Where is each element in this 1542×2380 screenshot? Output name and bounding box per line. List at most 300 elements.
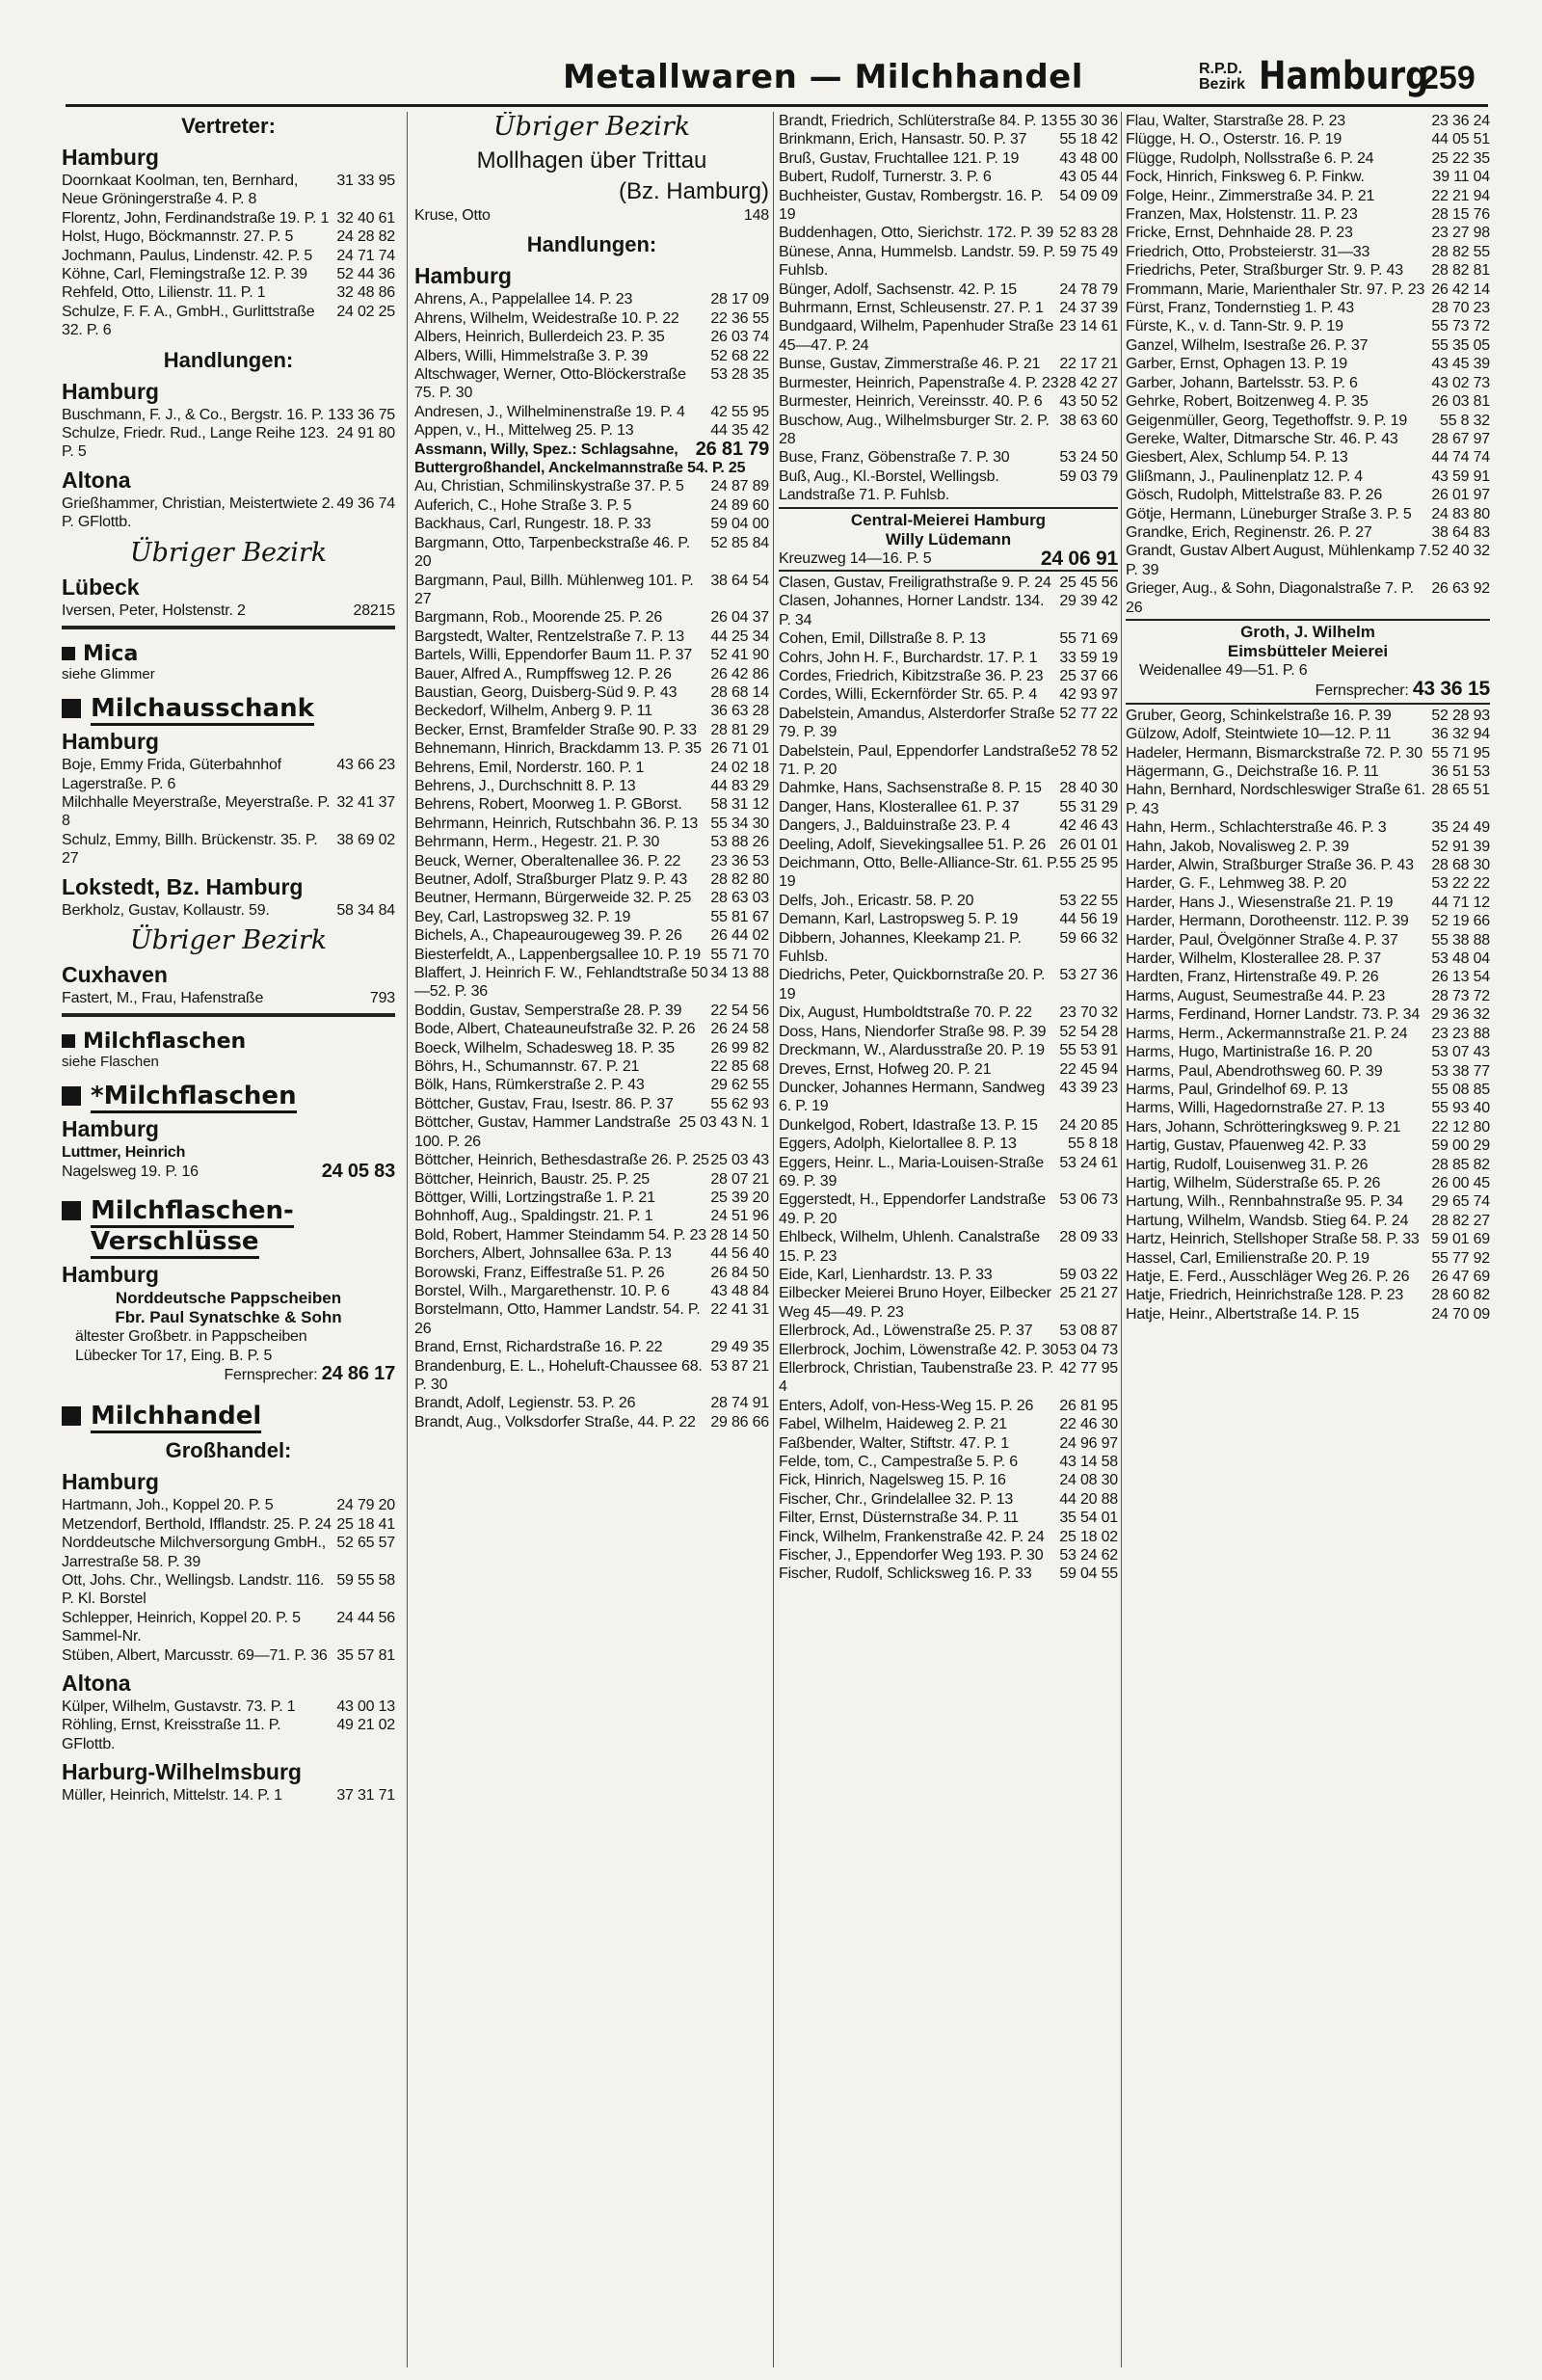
- phone-number: 53 87 21: [710, 1357, 769, 1375]
- phone-number: 26 24 58: [710, 1021, 769, 1038]
- phone-number: 44 56 40: [710, 1245, 769, 1263]
- column-3: [779, 112, 1118, 2367]
- entry-text: Buß, Aug., Kl.-Borstel, Wellingsb. Landstraße 71. P. Fuhlsb.: [779, 468, 999, 504]
- phone-number: 31 33 95: [336, 173, 395, 189]
- entry-text: Behnemann, Hinrich, Brackdamm 13. P. 35: [414, 740, 702, 758]
- phone-number: 53 22 22: [1431, 875, 1490, 893]
- phone-number: 28 82 81: [1431, 262, 1490, 280]
- phone-number: 28 70 23: [1431, 300, 1490, 317]
- directory-entry: [414, 777, 769, 795]
- entry-text: Harder, Hans J., Wiesenstraße 21. P. 19: [1126, 894, 1394, 911]
- entry-text: Ahrens, A., Pappelallee 14. P. 23: [414, 291, 633, 308]
- entry-text: Holst, Hugo, Böckmannstr. 27. P. 5: [62, 228, 294, 246]
- entry-text: Müller, Heinrich, Mittelstr. 14. P. 1: [62, 1787, 282, 1805]
- entry-text: Albers, Heinrich, Bullerdeich 23. P. 35: [414, 329, 665, 346]
- entry-text: Hars, Johann, Schrötteringksweg 9. P. 21: [1126, 1118, 1401, 1136]
- advert-line: ältester Großbetr. in Pappscheiben: [75, 1328, 307, 1346]
- entry-text: Schlepper, Heinrich, Koppel 20. P. 5 Sammel-Nr.: [62, 1609, 301, 1645]
- phone-number: 28 07 21: [710, 1170, 769, 1188]
- directory-entry: [414, 833, 769, 851]
- directory-entry: [1126, 781, 1490, 818]
- entry-list: [62, 1786, 395, 1805]
- directory-entry: [779, 1116, 1118, 1135]
- phone-number: 26 81 95: [1059, 1397, 1118, 1414]
- entry-text: Frommann, Marie, Marienthaler Str. 97. P. 23: [1126, 281, 1425, 298]
- entry-text: Eggers, Heinr. L., Maria-Louisen-Straße 69. P. 39: [779, 1154, 1044, 1190]
- column-divider: [407, 112, 408, 2367]
- phone-number: 28 82 27: [1431, 1212, 1490, 1229]
- directory-entry: [1126, 523, 1490, 542]
- directory-entry: [1126, 1005, 1490, 1024]
- directory-entry: [414, 421, 769, 440]
- phone-number: 44 83 29: [710, 777, 769, 794]
- directory-entry: [414, 683, 769, 702]
- phone-number: 23 23 88: [1431, 1025, 1490, 1042]
- phone-number: 26 44 02: [710, 927, 769, 945]
- entry-text: Bubert, Rudolf, Turnerstr. 3. P. 6: [779, 169, 992, 186]
- phone-number: 24 79 20: [336, 1497, 395, 1514]
- entry-text: Flau, Walter, Starstraße 28. P. 23: [1126, 113, 1345, 129]
- phone-number: 53 28 35: [710, 366, 769, 384]
- directory-entry: [779, 1003, 1118, 1022]
- entry: [62, 1160, 395, 1182]
- entry-text: Garber, Johann, Bartelsstr. 53. P. 6: [1126, 374, 1358, 391]
- phone-number: 28 40 30: [1059, 780, 1118, 797]
- entry-text: Bartels, Willi, Eppendorfer Baum 11. P. 37: [414, 647, 693, 664]
- directory-entry: [1126, 1118, 1490, 1137]
- entry-text: Bölk, Hans, Rümkerstraße 2. P. 43: [414, 1077, 645, 1094]
- phone-number: 55 71 95: [1431, 744, 1490, 762]
- entry-text: Buddenhagen, Otto, Sierichstr. 172. P. 39: [779, 225, 1054, 242]
- entry-text: Grandt, Gustav Albert August, Mühlenkamp 7. P. 39: [1126, 543, 1431, 578]
- directory-entry: [414, 852, 769, 870]
- phone-number: 26 04 37: [710, 609, 769, 627]
- phone-number: 34 13 88: [710, 965, 769, 982]
- phone-number: 29 62 55: [710, 1077, 769, 1094]
- category-mica: [62, 643, 395, 666]
- directory-entry: [779, 1341, 1118, 1359]
- directory-entry: [1126, 261, 1490, 280]
- entry-text: Boje, Emmy Frida, Güterbahnhof Lagerstraße. P. 6: [62, 757, 281, 792]
- entry-text: Cordes, Willi, Eckernförder Str. 65. P. 4: [779, 686, 1038, 704]
- entry-text: Böttcher, Gustav, Frau, Isestr. 86. P. 37: [414, 1095, 674, 1112]
- entry-text: Harms, Hugo, Martinistraße 16. P. 20: [1126, 1044, 1372, 1061]
- directory-entry: [779, 1453, 1118, 1471]
- directory-entry: [1126, 1174, 1490, 1192]
- directory-entry: [1126, 987, 1490, 1005]
- phone-number: 22 46 30: [1059, 1416, 1118, 1433]
- directory-entry: [62, 793, 395, 831]
- entry-list: [62, 989, 395, 1007]
- phone-number: 44 05 51: [1431, 131, 1490, 148]
- entry-text: Altschwager, Werner, Otto-Blöckerstraße 75. P. 30: [414, 366, 686, 402]
- category-label: Milchausschank: [91, 694, 314, 726]
- entry-text: Doornkaat Koolman, ten, Bernhard, Neue Gröningerstraße 4. P. 8: [62, 173, 299, 208]
- directory-entry: [62, 831, 395, 869]
- phone-number: 52 78 52: [1059, 742, 1118, 760]
- entry-text: Fischer, J., Eppendorfer Weg 193. P. 30: [779, 1547, 1044, 1564]
- phone-number: 53 07 43: [1431, 1044, 1490, 1061]
- directory-entry: [1126, 187, 1490, 205]
- phone-number: 55 31 29: [1059, 798, 1118, 816]
- region-heading: Übriger Bezirk: [129, 924, 328, 955]
- directory-entry: [779, 1546, 1118, 1564]
- entry-text: Hatje, E. Ferd., Ausschläger Weg 26. P. 26: [1126, 1268, 1410, 1285]
- category-label: Milchflaschen: [83, 1030, 247, 1055]
- phone-number: 59 01 69: [1431, 1231, 1490, 1248]
- place-heading: Cuxhaven: [62, 961, 168, 987]
- directory-entry: [779, 1322, 1118, 1340]
- phone-number: 28 63 03: [710, 890, 769, 907]
- phone-number: 26 42 14: [1431, 281, 1490, 298]
- entry-text: Ahrens, Wilhelm, Weidestraße 10. P. 22: [414, 309, 679, 327]
- entry-text: Dunkelgod, Robert, Idastraße 13. P. 15: [779, 1116, 1038, 1134]
- directory-entry: [1126, 912, 1490, 930]
- directory-entry: [414, 1189, 769, 1207]
- entry-text: Danger, Hans, Klosterallee 61. P. 37: [779, 798, 1020, 816]
- phone-number: 26 01 97: [1431, 487, 1490, 504]
- directory-entry: [779, 685, 1118, 704]
- entry-text: Garber, Ernst, Ophagen 13. P. 19: [1126, 356, 1347, 373]
- directory-entry: [62, 1609, 395, 1646]
- directory-entry: [1126, 468, 1490, 486]
- advert-address: [779, 549, 1118, 568]
- phone-number: 55 8 18: [1068, 1136, 1118, 1153]
- phone-number: 54 09 09: [1059, 187, 1118, 204]
- place-heading: Hamburg: [62, 1116, 159, 1142]
- phone-number: 26 71 01: [710, 740, 769, 758]
- entry-text: Cordes, Friedrich, Kibitzstraße 36. P. 23: [779, 667, 1044, 684]
- entry-text: Gülzow, Adolf, Steintwiete 10—12. P. 11: [1126, 726, 1392, 743]
- square-bullet-icon: [62, 1086, 81, 1106]
- city-heading: Hamburg: [1259, 54, 1429, 98]
- category-verschluesse: [62, 1196, 395, 1225]
- directory-entry: [62, 1534, 395, 1571]
- directory-entry: [62, 283, 395, 302]
- phone-number: 52 41 90: [710, 647, 769, 664]
- entry-list: [62, 1496, 395, 1665]
- directory-entry: [1126, 1268, 1490, 1286]
- phone-number: 28 65 51: [1431, 782, 1490, 799]
- phone-number: 44 35 42: [710, 422, 769, 440]
- phone-number: 59 55 58: [336, 1572, 395, 1589]
- entry-text: Fick, Hinrich, Nagelsweg 15. P. 16: [779, 1472, 1006, 1489]
- directory-entry: [1126, 224, 1490, 242]
- directory-entry: [414, 1226, 769, 1244]
- directory-entry: [414, 365, 769, 403]
- entry-text: Buchheister, Gustav, Rombergstr. 16. P. 19: [779, 187, 1044, 224]
- directory-entry: [779, 1564, 1118, 1583]
- entry-list: [62, 172, 395, 340]
- entry-text: Dreves, Ernst, Hofweg 20. P. 21: [779, 1060, 992, 1078]
- directory-entry: [62, 247, 395, 265]
- phone-number: 55 81 67: [710, 908, 769, 925]
- phone-number: 24 44 56: [336, 1609, 395, 1626]
- phone-number: 24 89 60: [710, 496, 769, 514]
- phone-number: 28 42 27: [1059, 374, 1118, 391]
- phone-number: 49 36 74: [336, 495, 395, 512]
- entry-text: Ellerbrock, Christian, Taubenstraße 23. P. 4: [779, 1360, 1054, 1396]
- directory-entry: [414, 1394, 769, 1412]
- phone-number: 26 00 45: [1431, 1174, 1490, 1191]
- phone-number: 28215: [353, 602, 395, 619]
- phone-number: 42 93 97: [1059, 686, 1118, 704]
- entry-list: [62, 756, 395, 868]
- directory-entry: [62, 1698, 395, 1716]
- phone-number: 25 21 27: [1059, 1285, 1118, 1302]
- entry-text: Harms, Willi, Hagedornstraße 27. P. 13: [1126, 1100, 1385, 1117]
- directory-entry: [414, 702, 769, 720]
- divider: [62, 626, 395, 629]
- place-heading: (Bz. Hamburg): [618, 178, 769, 204]
- directory-entry: [1126, 355, 1490, 373]
- phone-number: 59 00 29: [1431, 1137, 1490, 1155]
- entry-text: Hartig, Wilhelm, Süderstraße 65. P. 26: [1126, 1174, 1381, 1191]
- directory-entry: [779, 1415, 1118, 1433]
- directory-entry: [1126, 299, 1490, 317]
- directory-entry: [414, 438, 769, 478]
- directory-entry: [1126, 486, 1490, 504]
- entry-text: Schulze, F. F. A., GmbH., Gurlittstraße 32. P. 6: [62, 303, 315, 339]
- entry-text: Kruse, Otto: [414, 207, 491, 224]
- entry-list: [1126, 112, 1490, 617]
- entry-text: Bauer, Alfred A., Rumpffsweg 12. P. 26: [414, 665, 672, 682]
- directory-entry: [779, 1471, 1118, 1489]
- directory-entry: [779, 592, 1118, 629]
- entry-text: Behrens, Robert, Moorweg 1. P. GBorst.: [414, 796, 682, 814]
- directory-entry: [1126, 205, 1490, 224]
- directory-entry: [62, 1571, 395, 1609]
- phone-number: 26 03 74: [710, 329, 769, 346]
- entry-text: Fischer, Chr., Grindelallee 32. P. 13: [779, 1490, 1014, 1508]
- phone-number: 24 02 18: [710, 759, 769, 776]
- directory-entry: [1126, 1156, 1490, 1174]
- directory-entry: [1126, 112, 1490, 130]
- entry-text: Bünger, Adolf, Sachsenstr. 42. P. 15: [779, 281, 1017, 298]
- directory-entry: [414, 206, 769, 225]
- column-divider: [1121, 112, 1122, 2367]
- entry-text: Folge, Heinr., Zimmerstraße 34. P. 21: [1126, 187, 1375, 204]
- directory-entry: [779, 629, 1118, 648]
- entry-text: Dahmke, Hans, Sachsenstraße 8. P. 15: [779, 780, 1042, 797]
- phone-number: 26 13 54: [1431, 969, 1490, 986]
- phone-number: 28 09 33: [1059, 1229, 1118, 1246]
- directory-entry: [779, 1135, 1118, 1153]
- directory-entry: [62, 495, 395, 532]
- directory-entry: [62, 1786, 395, 1805]
- phone-number: 28 74 91: [710, 1395, 769, 1412]
- phone-number: 24 28 82: [336, 228, 395, 246]
- phone-number: 53 24 61: [1059, 1154, 1118, 1171]
- entry-text: Baustian, Georg, Duisberg-Süd 9. P. 43: [414, 683, 678, 701]
- phone-number: 59 04 00: [710, 516, 769, 533]
- phone-number: 52 91 39: [1431, 838, 1490, 855]
- directory-entry: [62, 1496, 395, 1514]
- place-heading: Hamburg: [414, 263, 512, 289]
- entry-text: Fürste, K., v. d. Tann-Str. 9. P. 19: [1126, 318, 1343, 335]
- entry-text: Bargmann, Rob., Moorende 25. P. 26: [414, 609, 663, 627]
- directory-entry: [414, 646, 769, 664]
- entry-text: Harms, Herm., Ackermannstraße 21. P. 24: [1126, 1025, 1408, 1042]
- directory-entry: [1126, 168, 1490, 186]
- directory-entry: [414, 534, 769, 572]
- phone-number: 29 39 42: [1059, 593, 1118, 610]
- entry-text: Harms, Ferdinand, Horner Landstr. 73. P. 34: [1126, 1006, 1421, 1024]
- entry-text: Brinkmann, Erich, Hansastr. 50. P. 37: [779, 131, 1027, 148]
- phone-number: 43 48 84: [710, 1282, 769, 1299]
- phone-number: 26 47 69: [1431, 1268, 1490, 1285]
- entry-text: Grieger, Aug., & Sohn, Diagonalstraße 7. P. 26: [1126, 580, 1414, 616]
- entry-text: Flügge, Rudolph, Nollsstraße 6. P. 24: [1126, 149, 1374, 167]
- place-heading: Mollhagen über Trittau: [476, 147, 707, 174]
- entry-text: Rehfeld, Otto, Lilienstr. 11. P. 1: [62, 284, 266, 302]
- entry-text: Böttcher, Heinrich, Baustr. 25. P. 25: [414, 1170, 651, 1188]
- entry-text: Flügge, H. O., Osterstr. 16. P. 19: [1126, 131, 1343, 148]
- entry-text: Hartig, Rudolf, Louisenweg 31. P. 26: [1126, 1156, 1369, 1173]
- entry-text: Nagelsweg 19. P. 16: [62, 1163, 199, 1180]
- entry-text: Schulz, Emmy, Billh. Brückenstr. 35. P. 27: [62, 831, 318, 868]
- phone-number: 28 73 72: [1431, 987, 1490, 1004]
- directory-entry: [62, 303, 395, 340]
- entry-text: Clasen, Johannes, Horner Landstr. 134. P. 34: [779, 593, 1045, 628]
- entry-text: Friedrichs, Peter, Straßburger Str. 9. P. 43: [1126, 262, 1403, 280]
- phone-number: 59 04 55: [1059, 1565, 1118, 1583]
- phone-number: 52 85 84: [710, 534, 769, 551]
- entry-text: Dabelstein, Paul, Eppendorfer Landstraße 71. P. 20: [779, 742, 1059, 778]
- entry-text: Harder, G. F., Lehmweg 38. P. 20: [1126, 875, 1346, 893]
- phone-number: 24 20 85: [1059, 1116, 1118, 1134]
- advert-address: Weidenallee 49—51. P. 6: [1139, 661, 1308, 679]
- column-1: [62, 112, 395, 2367]
- phone-number: 23 14 61: [1059, 318, 1118, 335]
- entry-text: Hahn, Herm., Schlachterstraße 46. P. 3: [1126, 819, 1387, 837]
- entry-text: Au, Christian, Schmilinskystraße 37. P. 5: [414, 478, 684, 495]
- phone-number: 53 22 55: [1059, 892, 1118, 909]
- directory-entry: [62, 172, 395, 209]
- page-header: [62, 54, 1488, 106]
- directory-entry: [1126, 931, 1490, 949]
- entry-text: Franzen, Max, Holstenstr. 11. P. 23: [1126, 206, 1358, 224]
- entry-text: Brand, Ernst, Richardstraße 16. P. 22: [414, 1339, 663, 1356]
- directory-entry: [1126, 579, 1490, 617]
- directory-entry: [1126, 336, 1490, 355]
- entry-text: Hadeler, Hermann, Bismarckstraße 72. P. 30: [1126, 744, 1422, 762]
- entry-text: Bruß, Gustav, Fruchtallee 121. P. 19: [779, 149, 1020, 167]
- entry-text: Fricke, Ernst, Dehnhaide 28. P. 23: [1126, 225, 1353, 242]
- entry-text: Röhling, Ernst, Kreisstraße 11. P. GFlottb.: [62, 1717, 281, 1752]
- entry-text: Biesterfeldt, A., Lappenbergsallee 10. P. 19: [414, 946, 701, 963]
- header-rule: [66, 104, 1488, 107]
- entry-text: Ganzel, Wilhelm, Isestraße 26. P. 37: [1126, 336, 1369, 354]
- cross-reference: siehe Glimmer: [62, 666, 155, 683]
- directory-entry: [414, 1151, 769, 1169]
- advert-company: Groth, J. Wilhelm: [1240, 622, 1375, 641]
- entry-text: Bichels, A., Chapeaurougeweg 39. P. 26: [414, 927, 682, 945]
- phone-number: 52 54 28: [1059, 1023, 1118, 1040]
- phone-number: 22 12 80: [1431, 1118, 1490, 1136]
- directory-entry: [779, 1284, 1118, 1322]
- phone-number: 43 45 39: [1431, 356, 1490, 373]
- directory-entry: [1126, 968, 1490, 986]
- entry-text: Behrmann, Heinrich, Rutschbahn 36. P. 13: [414, 815, 699, 832]
- entry-text: Schulze, Friedr. Rud., Lange Reihe 123. P. 5: [62, 425, 329, 461]
- phone-number: 53 24 50: [1059, 449, 1118, 467]
- section-heading: Vertreter:: [181, 114, 276, 138]
- phone-number: 33 59 19: [1059, 649, 1118, 666]
- entry-text: Buse, Franz, Göbenstraße 7. P. 30: [779, 449, 1010, 467]
- section-heading: Handlungen:: [526, 232, 657, 257]
- entry-text: Böttger, Willi, Lortzingstraße 1. P. 21: [414, 1189, 655, 1206]
- entry-text: Gereke, Walter, Ditmarsche Str. 46. P. 43: [1126, 430, 1398, 447]
- divider: [62, 1013, 395, 1017]
- directory-entry: [414, 309, 769, 328]
- entry-text: Friedrich, Otto, Probsteierstr. 31—33: [1126, 243, 1370, 260]
- entry-text: Borowski, Franz, Eiffestraße 51. P. 26: [414, 1264, 665, 1281]
- entry-text: Hartmann, Joh., Koppel 20. P. 5: [62, 1497, 274, 1514]
- directory-entry: [414, 795, 769, 814]
- entry-list: [62, 1698, 395, 1753]
- directory-entry: [1126, 725, 1490, 743]
- directory-entry: [1126, 542, 1490, 579]
- phone-number: 49 21 02: [336, 1717, 395, 1734]
- entry-text: Cohen, Emil, Dillstraße 8. P. 13: [779, 630, 986, 648]
- advert-company: Fbr. Paul Synatschke & Sohn: [115, 1308, 342, 1327]
- directory-entry: [779, 798, 1118, 816]
- directory-entry: [414, 1170, 769, 1189]
- phone-number: 42 77 95: [1059, 1360, 1118, 1377]
- phone-number: 44 25 34: [710, 628, 769, 645]
- phone-number: 36 51 53: [1431, 763, 1490, 780]
- phone-number: 24 02 25: [336, 303, 395, 320]
- phone-number: 25 18 02: [1059, 1528, 1118, 1545]
- entry-list: [1126, 707, 1490, 1324]
- advert-groth: [1126, 619, 1490, 705]
- entry-text: Deeling, Adolf, Sievekingsallee 51. P. 26: [779, 836, 1047, 853]
- entry-text: Bundgaard, Wilhelm, Papenhuder Straße 45—47. P. 24: [779, 318, 1054, 354]
- phone-number: 33 36 75: [336, 406, 395, 423]
- entry-text: Grießhammer, Christian, Meistertwiete 2. P. GFlottb.: [62, 495, 334, 531]
- directory-entry: [1126, 1099, 1490, 1117]
- entry-text: Milchhalle Meyerstraße, Meyerstraße. P. 8: [62, 793, 331, 830]
- square-bullet-icon: [62, 647, 75, 660]
- entry-text: Beutner, Adolf, Straßburger Platz 9. P. 43: [414, 871, 688, 888]
- directory-entry: [1126, 505, 1490, 523]
- directory-entry: [414, 628, 769, 646]
- entry-text: Beckedorf, Wilhelm, Anberg 9. P. 11: [414, 703, 652, 720]
- entry-text: Beuck, Werner, Oberaltenallee 36. P. 22: [414, 852, 681, 869]
- directory-entry: [414, 964, 769, 1002]
- phone-number: 43 66 23: [336, 757, 395, 774]
- entry-list: [414, 206, 769, 225]
- directory-entry: [414, 1020, 769, 1038]
- entry-text: Burmester, Heinrich, Papenstraße 4. P. 23: [779, 374, 1059, 391]
- directory-entry: [779, 779, 1118, 797]
- directory-entry: [414, 477, 769, 495]
- directory-entry: [414, 1264, 769, 1282]
- advert-company: Norddeutsche Pappscheiben: [115, 1289, 342, 1308]
- entry-text: Enters, Adolf, von-Hess-Weg 15. P. 26: [779, 1397, 1034, 1414]
- entry-text: Gösch, Rudolph, Mittelstraße 83. P. 26: [1126, 487, 1383, 504]
- directory-entry: [779, 448, 1118, 467]
- phone-number: 53 27 36: [1059, 967, 1118, 984]
- advert-phone: [1126, 680, 1490, 700]
- phone-number: 43 59 91: [1431, 468, 1490, 485]
- directory-entry: [414, 665, 769, 683]
- entry-text: Bargmann, Otto, Tarpenbeckstraße 46. P. 20: [414, 534, 690, 571]
- entry-text: Ellerbrock, Jochim, Löwenstraße 42. P. 30: [779, 1341, 1059, 1358]
- directory-entry: [779, 705, 1118, 742]
- entry-text: Bargmann, Paul, Billh. Mühlenweg 101. P. 27: [414, 572, 694, 607]
